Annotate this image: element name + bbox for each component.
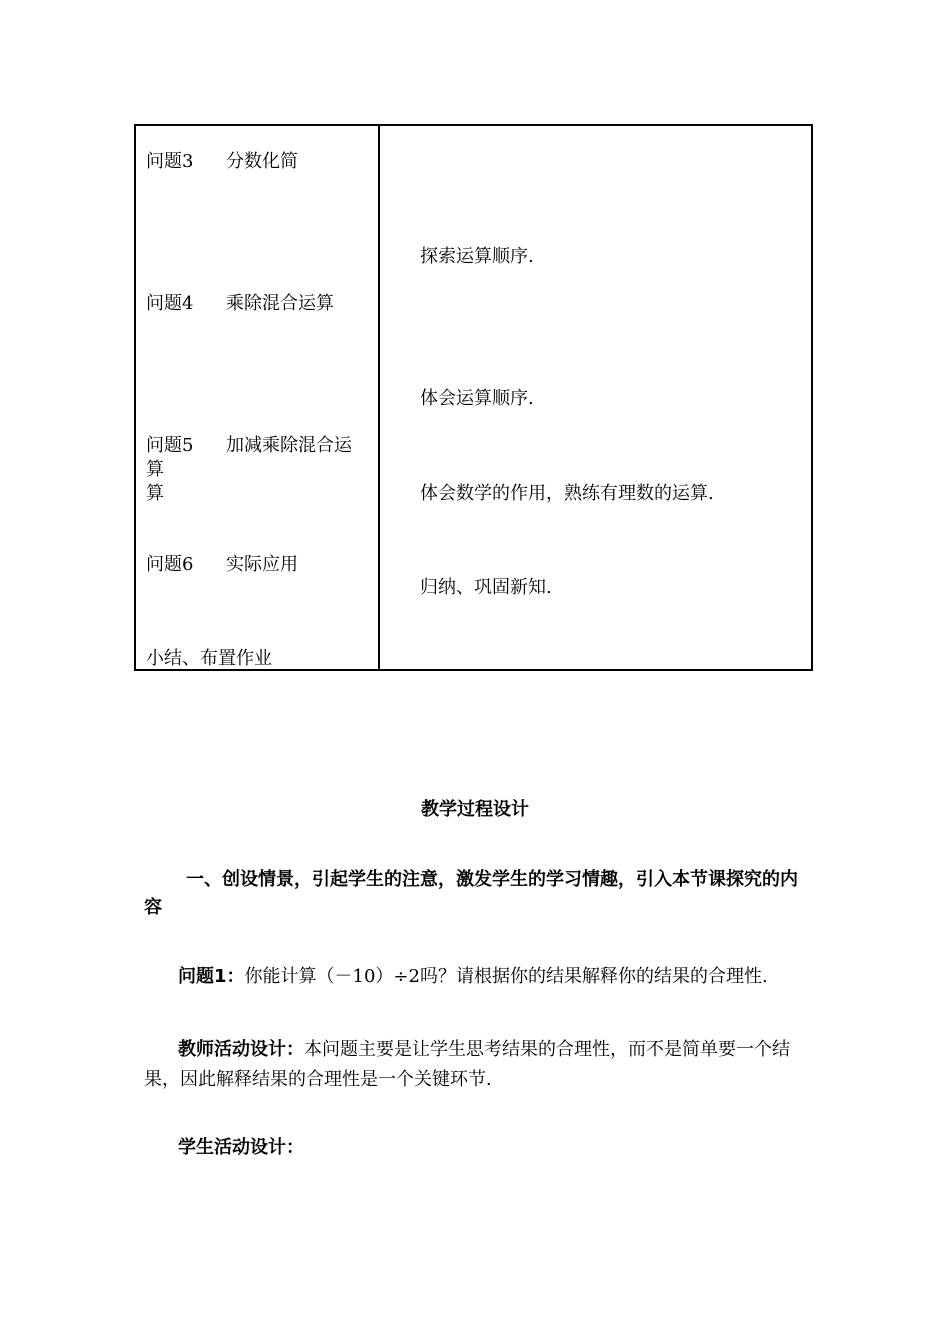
table-item-question-5 — [146, 434, 368, 506]
question-label: 问题5 — [146, 435, 194, 456]
question-1-paragraph — [144, 962, 814, 992]
table-right-item: 归纳、巩固新知. — [420, 577, 552, 598]
teacher-design-text: 本问题主要是让学生思考结果的合理性，而不是简单要一个结果，因此解释结果的合理性是一个关键环节. — [144, 1039, 790, 1090]
question-topic-wrap: 算 — [146, 483, 164, 504]
table-item-question-4 — [146, 292, 334, 316]
lesson-table — [134, 124, 813, 671]
table-right-item: 体会数学的作用，熟练有理数的运算. — [420, 483, 714, 504]
table-item-summary: 小结、布置作业 — [146, 648, 272, 669]
question-1-label: 问题1： — [178, 966, 245, 987]
student-design-paragraph — [144, 1133, 814, 1163]
question-topic: 乘除混合运算 — [226, 293, 334, 314]
question-label: 问题3 — [146, 151, 194, 172]
table-right-item: 探索运算顺序. — [420, 246, 534, 267]
teacher-design-paragraph — [144, 1035, 814, 1095]
question-label: 问题6 — [146, 554, 194, 575]
table-item-question-3 — [146, 150, 298, 174]
question-topic: 实际应用 — [226, 554, 298, 575]
question-topic: 分数化简 — [226, 151, 298, 172]
student-design-label: 学生活动设计： — [178, 1137, 304, 1158]
table-right-item: 体会运算顺序. — [420, 388, 534, 409]
table-column-divider — [378, 126, 380, 669]
teacher-design-label: 教师活动设计： — [178, 1039, 304, 1060]
table-item-question-6 — [146, 553, 298, 577]
question-1-text: 你能计算（－10）÷2吗？请根据你的结果解释你的结果的合理性. — [244, 966, 768, 987]
question-label: 问题4 — [146, 293, 194, 314]
question-topic: 加减乘除混合运算 — [146, 435, 352, 480]
section-one-heading: 一、创设情景，引起学生的注意，激发学生的学习情趣，引入本节课探究的内容 — [144, 869, 798, 918]
section-title: 教学过程设计 — [421, 799, 529, 820]
